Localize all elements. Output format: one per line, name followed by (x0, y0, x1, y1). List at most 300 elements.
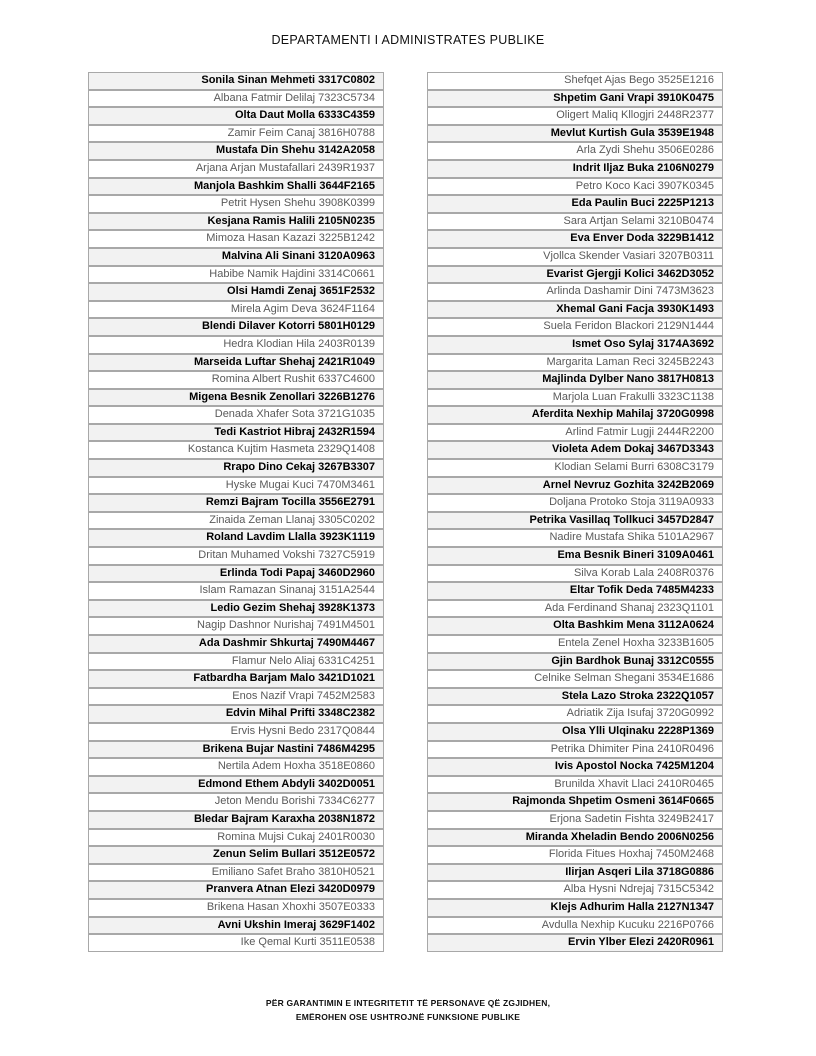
person-code: 3511E0538 (319, 936, 375, 949)
person-code: 2403R0139 (318, 337, 375, 350)
table-row (88, 406, 384, 424)
table-row (427, 494, 723, 512)
table-row (88, 600, 384, 618)
left-column (88, 72, 384, 952)
person-code: 2228P1369 (657, 724, 714, 737)
person-name: Remzi Bajram Tocilla (205, 496, 316, 509)
person-name: Brunilda Xhavit Llaci (554, 777, 655, 790)
person-name: Zinaida Zeman Llanaj (209, 513, 316, 526)
table-row (88, 494, 384, 512)
table-row (427, 178, 723, 196)
table-row (427, 406, 723, 424)
person-code: 3930K1493 (657, 302, 714, 315)
table-row (88, 72, 384, 90)
table-row (88, 529, 384, 547)
table-row (427, 318, 723, 336)
person-code: 3910K0475 (657, 91, 714, 104)
person-code: 3721G1035 (317, 408, 375, 421)
table-row (88, 248, 384, 266)
person-name: Oligert Maliq Kllogjri (556, 109, 655, 122)
person-name: Albana Fatmir Delilaj (213, 91, 316, 104)
person-code: 2038N1872 (318, 812, 375, 825)
person-code: 2105N0235 (318, 214, 375, 227)
person-code: 7334C6277 (318, 795, 375, 808)
person-name: Vjollca Skender Vasiari (543, 249, 656, 262)
person-code: 2421R1049 (318, 355, 375, 368)
table-row (88, 318, 384, 336)
table-row (88, 371, 384, 389)
person-code: 3518E0860 (318, 760, 375, 773)
person-code: 3242B2069 (657, 478, 714, 491)
table-row (88, 512, 384, 530)
person-name: Arla Zydi Shehu (576, 144, 655, 157)
table-row (427, 195, 723, 213)
person-name: Manjola Bashkim Shalli (194, 179, 317, 192)
person-name: Ledio Gezim Shehaj (210, 601, 316, 614)
person-code: 3109A0461 (657, 549, 714, 562)
table-row (88, 811, 384, 829)
table-row (88, 653, 384, 671)
person-name: Doljana Protoko Stoja (549, 496, 656, 509)
person-name: Florida Fitues Hoxhaj (548, 848, 653, 861)
person-code: 3720G0992 (656, 707, 714, 720)
person-name: Ada Ferdinand Shanaj (544, 601, 655, 614)
person-code: 2410R0496 (657, 742, 714, 755)
table-row (88, 301, 384, 319)
person-code: 2323Q1101 (657, 601, 714, 614)
table-row (88, 459, 384, 477)
person-code: 3525E1216 (657, 74, 714, 86)
person-code: 2317Q0844 (317, 724, 375, 737)
person-code: 6331C4251 (318, 654, 375, 667)
table-row (427, 160, 723, 178)
table-row (427, 565, 723, 583)
person-code: 3644F2165 (319, 179, 375, 192)
person-code: 3457D2847 (657, 513, 714, 526)
table-row (427, 741, 723, 759)
person-code: 3305C0202 (318, 513, 375, 526)
person-name: Petrit Hysen Shehu (220, 197, 316, 210)
person-name: Habibe Namik Hajdini (209, 267, 316, 280)
table-row (427, 811, 723, 829)
person-code: 3348C2382 (318, 707, 375, 720)
person-name: Emiliano Safet Braho (211, 865, 316, 878)
person-code: 3233B1605 (657, 637, 714, 649)
person-name: Mevlut Kurtish Gula (550, 126, 655, 139)
table-row (427, 600, 723, 618)
person-name: Nertila Adem Hoxha (217, 760, 316, 773)
person-name: Olsi Hamdi Zenaj (227, 285, 317, 298)
person-code: 7452M2583 (316, 689, 375, 702)
table-row (427, 846, 723, 864)
table-row (88, 213, 384, 231)
person-name: Ervin Ylber Elezi (568, 936, 655, 949)
person-code: 2439R1937 (318, 161, 375, 174)
person-code: 3402D0051 (318, 777, 375, 790)
table-row (88, 758, 384, 776)
person-name: Indrit Iljaz Buka (572, 161, 655, 174)
person-name: Shefqet Ajas Bego (564, 74, 655, 86)
table-row (88, 266, 384, 284)
person-name: Shpetim Gani Vrapi (553, 91, 655, 104)
person-code: 3317C0802 (318, 74, 375, 86)
footer-line-2: EMËROHEN OSE USHTROJNË FUNKSIONE PUBLIKE (295, 1011, 521, 1022)
table-row (427, 125, 723, 143)
person-name: Dritan Muhamed Vokshi (198, 549, 316, 562)
person-code: 2444R2200 (657, 425, 714, 438)
person-code: 2448R2377 (657, 109, 714, 122)
person-name: Marseida Luftar Shehaj (194, 355, 316, 368)
person-code: 7315C5342 (657, 883, 714, 896)
person-code: 3816H0788 (318, 126, 375, 139)
person-name: Rajmonda Shpetim Osmeni (512, 795, 656, 808)
person-code: 2106N0279 (657, 161, 714, 174)
person-code: 7490M4467 (316, 637, 375, 649)
person-name: Zamir Feim Canaj (227, 126, 316, 139)
person-name: Aferdita Nexhip Mahilaj (531, 408, 654, 421)
table-row (88, 582, 384, 600)
table-row (88, 776, 384, 794)
person-name: Eva Enver Doda (570, 232, 655, 245)
person-code: 3462D3052 (657, 267, 714, 280)
person-code: 3810H0521 (318, 865, 375, 878)
person-code: 3624F1164 (320, 302, 375, 315)
person-code: 7491M4501 (316, 619, 375, 632)
person-code: 3174A3692 (657, 337, 714, 350)
person-code: 2410R0465 (657, 777, 714, 790)
person-name: Bledar Bajram Karaxha (193, 812, 316, 825)
table-row (427, 899, 723, 917)
person-code: 2420R0961 (657, 936, 714, 949)
table-row (427, 301, 723, 319)
person-name: Petrika Vasillaq Tollkuci (529, 513, 655, 526)
table-row (88, 670, 384, 688)
table-row (88, 723, 384, 741)
person-name: Silva Korab Lala (573, 566, 655, 579)
person-name: Olta Daut Molla (234, 109, 316, 122)
person-code: 3556E2791 (318, 496, 375, 509)
person-code: 3651F2532 (319, 285, 375, 298)
person-code: 7470M3461 (316, 478, 375, 491)
person-code: 3923K1119 (319, 531, 375, 544)
person-name: Edmond Ethem Abdyli (198, 777, 316, 790)
person-name: Olta Bashkim Mena (553, 619, 655, 632)
person-name: Flamur Nelo Aliaj (231, 654, 316, 667)
person-name: Arlind Fatmir Lugji (565, 425, 655, 438)
person-name: Ivis Apostol Nocka (554, 760, 653, 773)
person-code: 3225B1242 (318, 232, 375, 245)
person-name: Migena Besnik Zenollari (189, 390, 316, 403)
person-name: Enos Nazif Vrapi (232, 689, 314, 702)
person-name: Xhemal Gani Facja (556, 302, 655, 315)
person-name: Gjin Bardhok Bunaj (551, 654, 655, 667)
person-name: Erlinda Todi Papaj (219, 566, 316, 579)
person-name: Entela Zenel Hoxha (558, 637, 655, 649)
table-row (88, 705, 384, 723)
table-row (88, 846, 384, 864)
person-name: Eda Paulin Buci (571, 197, 655, 210)
footer-line-1: PËR GARANTIMIN E INTEGRITETIT TË PERSONAVE QË ZGJIDHEN, (265, 998, 551, 1008)
table-row (88, 195, 384, 213)
table-row (88, 336, 384, 354)
person-name: Roland Lavdim Llalla (206, 531, 317, 544)
person-name: Klodian Selami Burri (554, 461, 655, 474)
person-name: Nadire Mustafa Shika (549, 531, 655, 544)
page-footer (0, 997, 816, 1024)
table-row (88, 230, 384, 248)
person-name: Mimoza Hasan Kazazi (206, 232, 316, 245)
person-name: Brikena Bujar Nastini (202, 742, 314, 755)
person-code: 3908K0399 (318, 197, 375, 210)
table-row (427, 723, 723, 741)
person-name: Arjana Arjan Mustafallari (195, 161, 316, 174)
person-name: Mirela Agim Deva (230, 302, 318, 315)
person-name: Jeton Mendu Borishi (214, 795, 316, 808)
person-code: 7473M3623 (655, 285, 714, 298)
table-row (427, 881, 723, 899)
person-name: Miranda Xheladin Bendo (525, 830, 655, 843)
person-code: 3629F1402 (319, 918, 375, 931)
person-name: Arlinda Dashamir Dini (546, 285, 653, 298)
table-row (88, 160, 384, 178)
table-row (427, 793, 723, 811)
person-code: 3507E0333 (318, 900, 375, 913)
table-row (427, 705, 723, 723)
table-row (427, 864, 723, 882)
person-name: Tedi Kastriot Hibraj (214, 425, 316, 438)
person-name: Violeta Adem Dokaj (551, 443, 655, 456)
person-code: 7485M4233 (655, 584, 714, 597)
table-row (427, 529, 723, 547)
table-row (88, 881, 384, 899)
person-name: Edvin Mihal Prifti (225, 707, 316, 720)
person-code: 3207B0311 (658, 249, 714, 262)
table-row (427, 389, 723, 407)
person-code: 2329Q1408 (317, 443, 375, 456)
table-row (88, 547, 384, 565)
person-code: 5801H0129 (318, 320, 375, 333)
person-code: 6337C4600 (318, 373, 375, 386)
person-name: Arnel Nevruz Gozhita (542, 478, 655, 491)
person-code: 3421D1021 (318, 672, 375, 685)
person-code: 7425M1204 (655, 760, 714, 773)
person-name: Ismet Oso Sylaj (572, 337, 655, 350)
table-row (427, 547, 723, 565)
person-code: 3614F0665 (658, 795, 714, 808)
table-row (88, 389, 384, 407)
person-code: 5101A2967 (657, 531, 714, 544)
person-name: Margarita Laman Reci (546, 355, 655, 368)
table-row (427, 829, 723, 847)
table-row (427, 283, 723, 301)
person-name: Denada Xhafer Sota (214, 408, 315, 421)
table-row (427, 477, 723, 495)
person-code: 7486M4295 (316, 742, 375, 755)
person-code: 2225P1213 (657, 197, 714, 210)
table-row (88, 90, 384, 108)
table-row (88, 688, 384, 706)
table-row (427, 213, 723, 231)
table-row (427, 758, 723, 776)
person-code: 2408R0376 (657, 566, 714, 579)
person-code: 3267B3307 (318, 461, 375, 474)
person-code: 3120A0963 (318, 249, 375, 262)
table-row (427, 441, 723, 459)
person-name: Rrapo Dino Cekaj (223, 461, 316, 474)
person-code: 2127N1347 (657, 900, 714, 913)
person-name: Ilirjan Asqeri Lila (565, 865, 654, 878)
person-name: Olsa Ylli Ulqinaku (561, 724, 655, 737)
table-row (427, 72, 723, 90)
person-code: 3928K1373 (318, 601, 375, 614)
person-name: Stela Lazo Stroka (561, 689, 654, 702)
person-code: 3249B2417 (657, 812, 714, 825)
person-name: Malvina Ali Sinani (221, 249, 316, 262)
page-title: DEPARTAMENTI I ADMINISTRATES PUBLIKE (271, 33, 545, 47)
table-row (88, 477, 384, 495)
table-row (427, 248, 723, 266)
person-name: Blendi Dilaver Kotorri (201, 320, 316, 333)
table-row (88, 741, 384, 759)
person-code: 7327C5919 (318, 549, 375, 562)
person-code: 3718G0886 (656, 865, 714, 878)
person-code: 3534E1686 (657, 672, 714, 685)
person-name: Avni Ukshin Imeraj (217, 918, 317, 931)
person-name: Romina Mujsi Cukaj (217, 830, 316, 843)
person-name: Hyske Mugai Kuci (225, 478, 314, 491)
person-name: Kesjana Ramis Halili (207, 214, 316, 227)
person-code: 3245B2243 (657, 355, 714, 368)
person-code: 3210B0474 (657, 214, 714, 227)
table-row (88, 899, 384, 917)
person-code: 3119A0933 (658, 496, 714, 509)
table-row (88, 635, 384, 653)
table-row (88, 283, 384, 301)
person-code: 3467D3343 (657, 443, 714, 456)
person-code: 3720G0998 (656, 408, 714, 421)
table-row (88, 178, 384, 196)
person-name: Majlinda Dylber Nano (542, 373, 655, 386)
table-row (427, 635, 723, 653)
table-row (427, 653, 723, 671)
table-row (427, 934, 723, 952)
person-code: 3151A2544 (318, 584, 375, 597)
table-row (88, 864, 384, 882)
table-row (427, 582, 723, 600)
person-code: 7450M2468 (655, 848, 714, 861)
person-name: Marjola Luan Frakulli (552, 390, 655, 403)
person-name: Ervis Hysni Bedo (230, 724, 315, 737)
person-name: Islam Ramazan Sinanaj (199, 584, 316, 597)
table-row (427, 107, 723, 125)
table-row (427, 336, 723, 354)
person-name: Eltar Tofik Deda (569, 584, 653, 597)
person-name: Brikena Hasan Xhoxhi (206, 900, 316, 913)
right-column (427, 72, 723, 952)
person-name: Petrika Dhimiter Pina (550, 742, 655, 755)
table-row (427, 371, 723, 389)
table-row (88, 617, 384, 635)
table-row (427, 424, 723, 442)
table-row (88, 424, 384, 442)
person-name: Evarist Gjergji Kolici (546, 267, 655, 280)
table-row (427, 512, 723, 530)
table-row (88, 142, 384, 160)
person-name: Mustafa Din Shehu (216, 144, 316, 157)
table-row (427, 617, 723, 635)
table-row (88, 441, 384, 459)
person-code: 3539E1948 (657, 126, 714, 139)
person-name: Sonila Sinan Mehmeti (201, 74, 316, 86)
table-row (427, 142, 723, 160)
person-code: 3817H0813 (657, 373, 714, 386)
table-row (427, 670, 723, 688)
person-code: 3312C0555 (657, 654, 714, 667)
person-code: 2432R1594 (318, 425, 375, 438)
person-code: 2322Q1057 (656, 689, 714, 702)
person-name: Klejs Adhurim Halla (550, 900, 655, 913)
person-code: 3226B1276 (318, 390, 375, 403)
person-name: Hedra Klodian Hila (223, 337, 316, 350)
person-code: 2129N1444 (657, 320, 714, 333)
person-code: 7323C5734 (318, 91, 375, 104)
person-name: Sara Artjan Selami (563, 214, 655, 227)
person-name: Pranvera Atnan Elezi (206, 883, 316, 896)
person-code: 3112A0624 (657, 619, 714, 632)
table-row (427, 917, 723, 935)
person-name: Erjona Sadetin Fishta (549, 812, 655, 825)
person-code: 2401R0030 (318, 830, 375, 843)
table-row (427, 459, 723, 477)
table-row (88, 354, 384, 372)
table-row (427, 230, 723, 248)
person-code: 3512E0572 (318, 848, 375, 861)
person-name: Romina Albert Rushit (211, 373, 316, 386)
person-code: 3506E0286 (657, 144, 714, 157)
person-code: 3142A2058 (318, 144, 375, 157)
person-name: Suela Feridon Blackori (543, 320, 655, 333)
table-row (88, 934, 384, 952)
table-row (427, 688, 723, 706)
person-code: 6308C3179 (657, 461, 714, 474)
table-row (88, 793, 384, 811)
person-name: Fatbardha Barjam Malo (193, 672, 316, 685)
table-row (427, 776, 723, 794)
person-name: Petro Koco Kaci (575, 179, 655, 192)
person-name: Kostanca Kujtim Hasmeta (187, 443, 315, 456)
person-code: 6333C4359 (318, 109, 375, 122)
table-row (427, 266, 723, 284)
person-code: 3229B1412 (657, 232, 714, 245)
table-row (88, 565, 384, 583)
person-name: Celnike Selman Shegani (534, 672, 655, 685)
table-row (88, 125, 384, 143)
person-name: Ada Dashmir Shkurtaj (198, 637, 314, 649)
person-name: Zenun Selim Bullari (212, 848, 316, 861)
person-name: Alba Hysni Ndrejaj (563, 883, 655, 896)
person-name: Nagip Dashnor Nurishaj (197, 619, 314, 632)
table-row (88, 829, 384, 847)
person-code: 2216P0766 (657, 918, 714, 931)
table-row (427, 90, 723, 108)
person-name: Ema Besnik Bineri (557, 549, 655, 562)
person-name: Avdulla Nexhip Kucuku (541, 918, 655, 931)
person-code: 3420D0979 (318, 883, 375, 896)
table-row (427, 354, 723, 372)
person-code: 2006N0256 (657, 830, 714, 843)
person-name: Adriatik Zija Isufaj (566, 707, 654, 720)
person-code: 3323C1138 (657, 390, 714, 403)
